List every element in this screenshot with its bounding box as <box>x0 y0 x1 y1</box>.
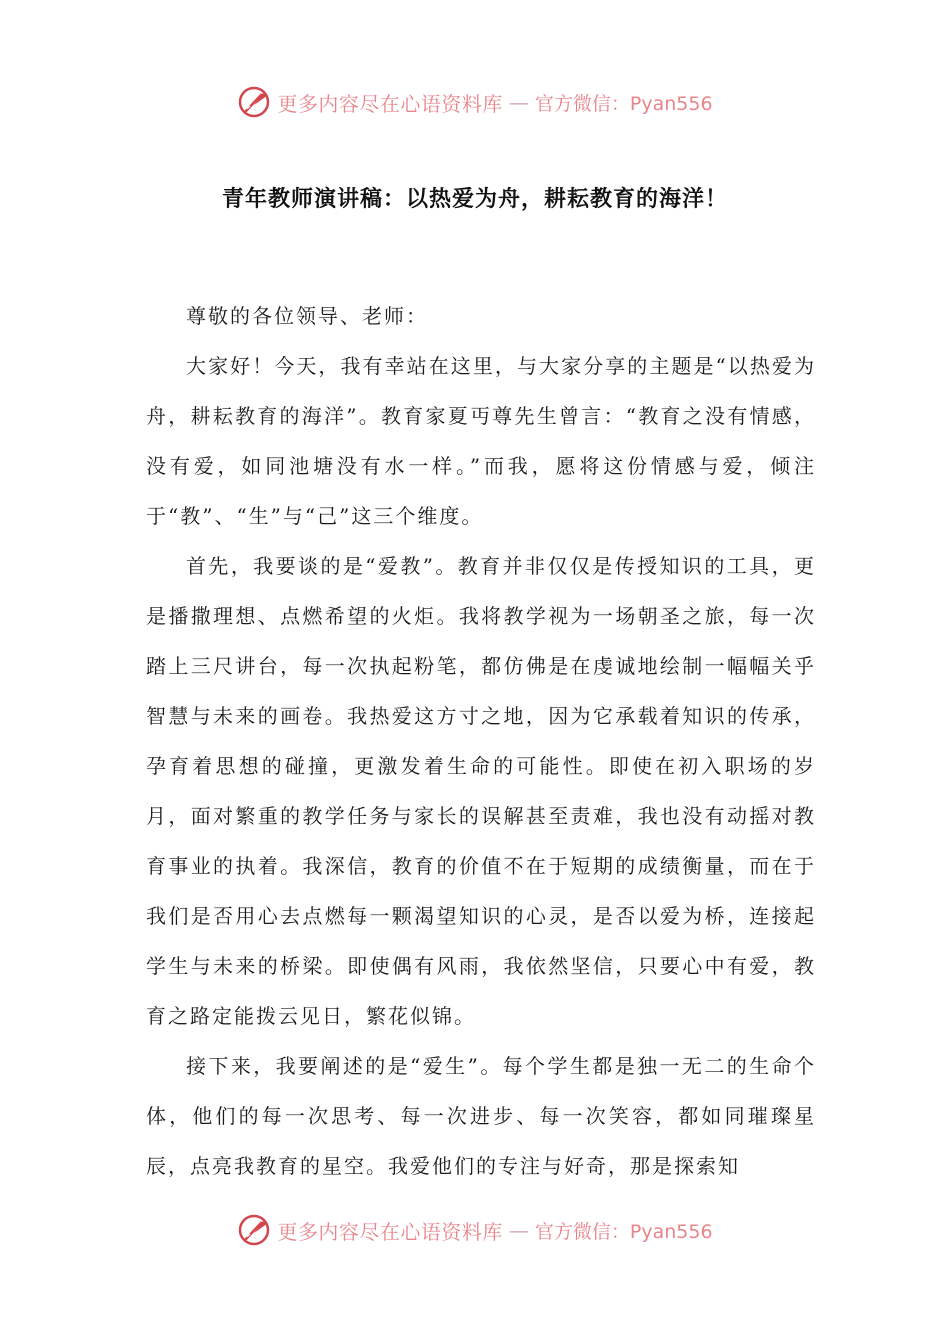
header-watermark-banner <box>0 82 950 122</box>
paragraph-salutation: 尊敬的各位领导、老师： <box>186 304 428 328</box>
paragraph-love-students: 接下来，我要阐述的是“爱生”。每个学生都是独一无二的生命个体，他们的每一次思考、每一次进步、每一次笑容，都如同璀璨星辰，点亮我教育的星空。我爱他们的专注与好奇，那是探索知 <box>146 1054 816 1178</box>
banner-text: 更多内容尽在心语资料库 <box>277 1219 503 1244</box>
paragraph-intro: 大家好！今天，我有幸站在这里，与大家分享的主题是“以热爱为舟，耕耘教育的海洋”。教育家夏丏尊先生曾言：“教育之没有情感，没有爱，如同池塘没有水一样。”而我，愿将这份情感与爱，倾注于“教”、“生”与“己”这三个维度。 <box>146 354 816 528</box>
banner-separator: — <box>508 1218 529 1242</box>
quill-logo-icon <box>237 85 271 119</box>
banner-wechat: 官方微信：Pyan556 <box>534 92 713 115</box>
document-title: 青年教师演讲稿：以热爱为舟，耕耘教育的海洋！ <box>221 187 728 212</box>
banner-separator: — <box>508 90 529 114</box>
document-body <box>146 291 816 1191</box>
paragraph-love-teaching: 首先，我要谈的是“爱教”。教育并非仅仅是传授知识的工具，更是播撒理想、点燃希望的火炬。我将教学视为一场朝圣之旅，每一次踏上三尺讲台，每一次执起粉笔，都仿佛是在虔诚地绘制一幅幅关乎智慧与未来的画卷。我热爱这方寸之地，因为它承载着知识的传承，孕育着思想的碰撞，更激发着生命的可能性。即使在初入职场的岁月，面对繁重的教学任务与家长的误解甚至责难，我也没有动摇对教育事业的执着。我深信，教育的价值不在于短期的成绩衡量，而在于我们是否用心去点燃每一颗渴望知识的心灵，是否以爱为桥，连接起学生与未来的桥梁。即使偶有风雨，我依然坚信，只要心中有爱，教育之路定能拨云见日，繁花似锦。 <box>146 554 816 1028</box>
banner-wechat: 官方微信：Pyan556 <box>534 1220 713 1243</box>
banner-text: 更多内容尽在心语资料库 <box>277 91 503 116</box>
quill-logo-icon <box>237 1213 271 1247</box>
footer-watermark-banner <box>0 1210 950 1250</box>
